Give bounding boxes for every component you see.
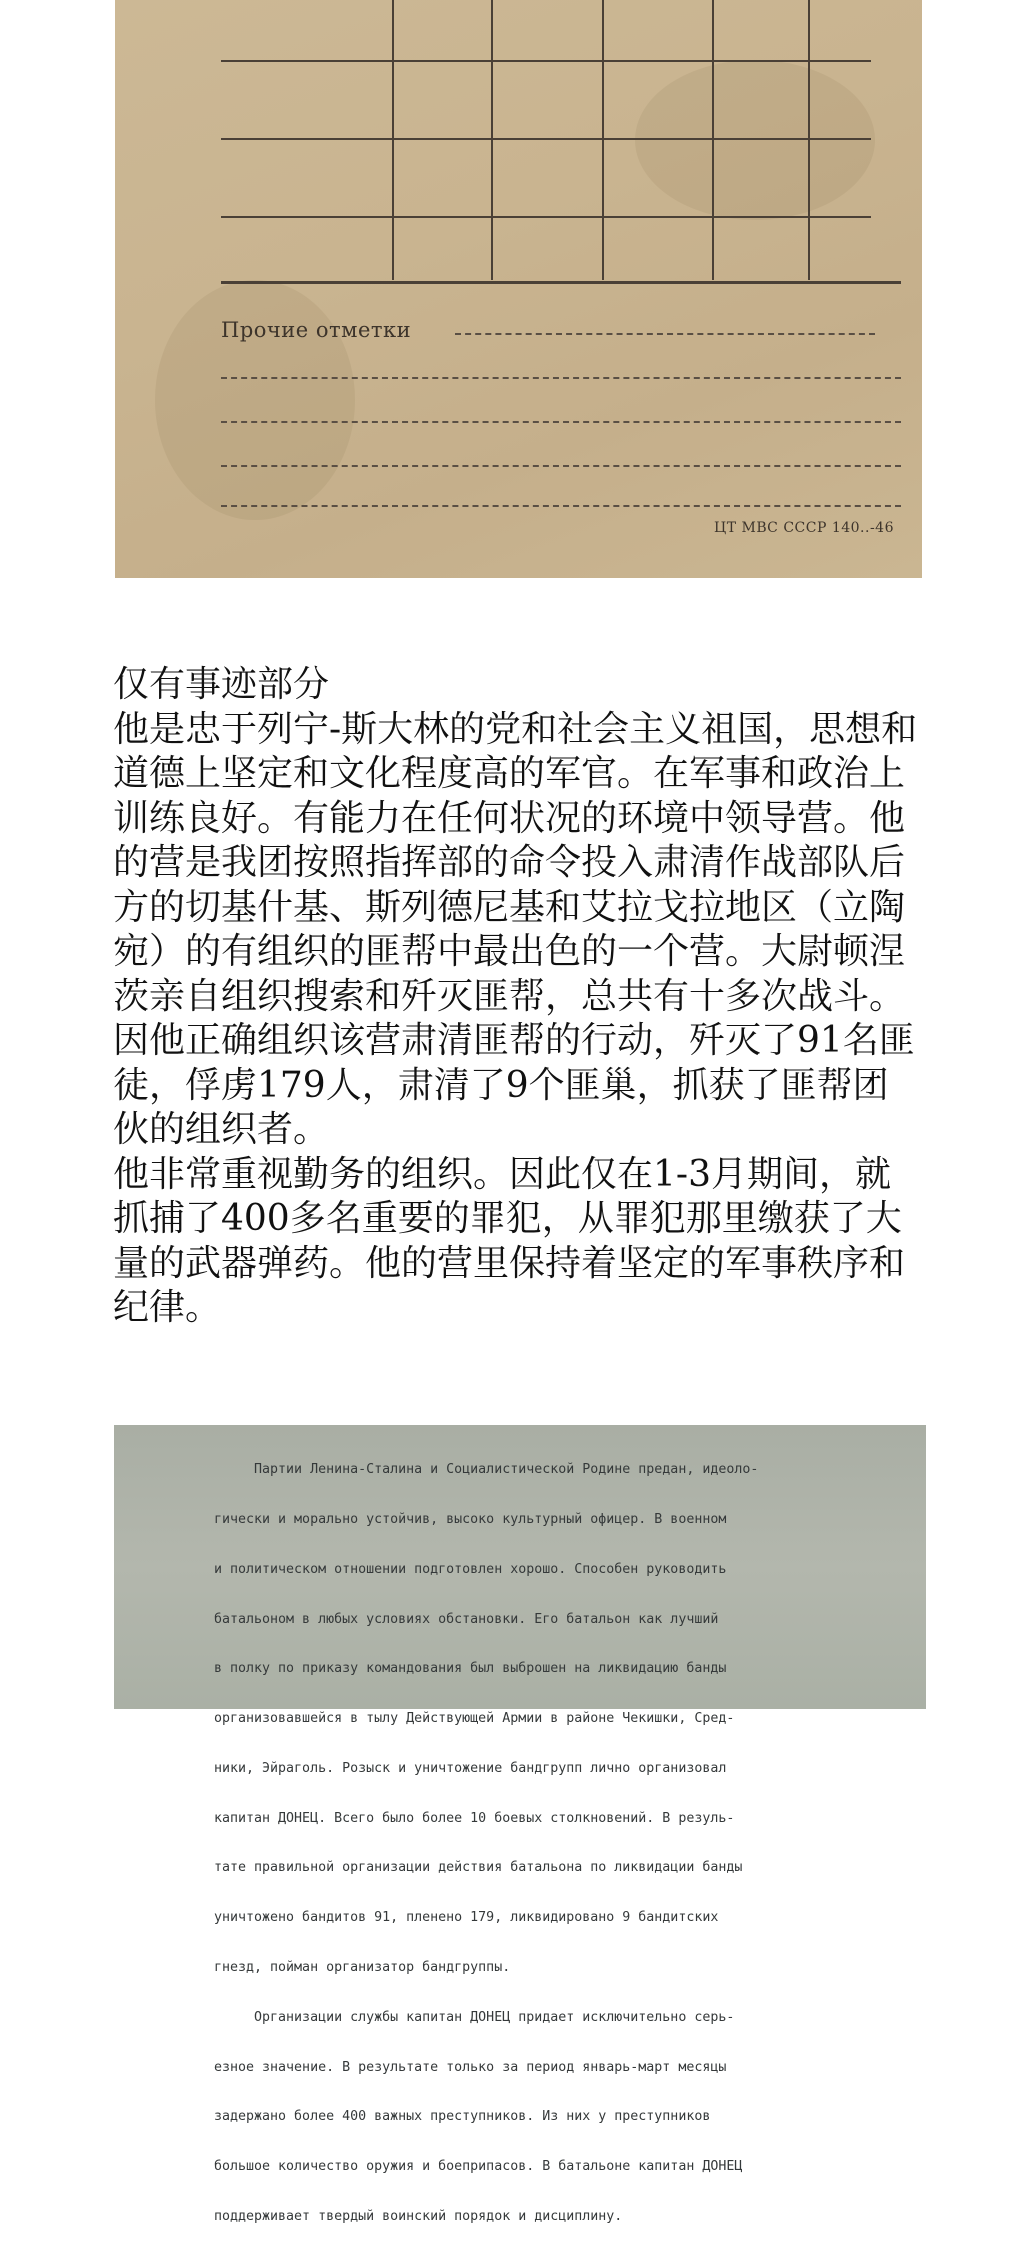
typed-line: Партии Ленина-Сталина и Социалистической Родине предан, идеоло- bbox=[214, 1462, 759, 1478]
translation-heading: 仅有事迹部分 bbox=[113, 664, 330, 705]
typed-line: поддерживает твердый воинский порядок и дисциплину. bbox=[214, 2208, 623, 2224]
translation-paragraph: 他是忠于列宁-斯大林的党和社会主义祖国，思想和道德上坚定和文化程度高的军官。在军事和政治上训练良好。有能力在任何状况的环境中领导营。他的营是我团按照指挥部的命令投入肃清作战部队后方的切基什基、斯列德尼基和艾拉戈拉地区（立陶宛）的有组织的匪帮中最出色的一个营。大尉顿涅茨亲自组织搜索和歼灭匪帮，总共有十多次战斗。因他正确组织该营肃清匪帮的行动，歼灭了91名匪徒，俘虏179人，肃清了9个匪巢，抓获了匪帮团伙的组织者。 bbox=[113, 708, 918, 1150]
notes-line bbox=[221, 421, 901, 423]
typed-line: гически и морально устойчив, высоко культурный офицер. В военном bbox=[214, 1511, 727, 1527]
paper-stain bbox=[155, 280, 355, 520]
printer-imprint: ЦТ МВС СССР 140..-46 bbox=[714, 520, 894, 536]
typed-line: батальоном в любых условиях обстановки. Его батальон как лучший bbox=[214, 1611, 719, 1627]
typed-line: уничтожено бандитов 91, пленено 179, ликвидировано 9 бандитских bbox=[214, 1910, 719, 1926]
scanned-form-card bbox=[115, 0, 922, 578]
typed-text bbox=[214, 1429, 904, 2259]
typed-line: и политическом отношении подготовлен хорошо. Способен руководить bbox=[214, 1561, 727, 1577]
typed-line: капитан ДОНЕЦ. Всего было более 10 боевых столкновений. В резуль- bbox=[214, 1810, 735, 1826]
typed-line: в полку по приказу командования был выброшен на ликвидацию банды bbox=[214, 1661, 727, 1677]
typewritten-document-scan bbox=[114, 1425, 926, 2224]
typed-line: Организации службы капитан ДОНЕЦ придает исключительно серь- bbox=[214, 2009, 735, 2025]
typed-line: организовавшейся в тылу Действующей Армии в районе Чекишки, Сред- bbox=[214, 1711, 735, 1727]
notes-line bbox=[221, 377, 901, 379]
notes-line bbox=[455, 333, 875, 335]
translation-block bbox=[113, 663, 933, 1331]
notes-line bbox=[221, 465, 901, 467]
typed-line: тате правильной организации действия батальона по ликвидации банды bbox=[214, 1860, 743, 1876]
typed-line: большое количество оружия и боеприпасов. В батальоне капитан ДОНЕЦ bbox=[214, 2159, 743, 2175]
notes-line bbox=[221, 505, 901, 507]
translation-paragraph: 他非常重视勤务的组织。因此仅在1-3月期间，就抓捕了400多名重要的罪犯，从罪犯那里缴获了大量的武器弹药。他的营里保持着坚定的军事秩序和纪律。 bbox=[113, 1153, 906, 1328]
other-notes-label: Прочие отметки bbox=[221, 318, 412, 342]
typed-line: езное значение. В результате только за период январь-март месяцы bbox=[214, 2059, 727, 2075]
typed-line: гнезд, пойман организатор бандгруппы. bbox=[214, 1960, 511, 1975]
typed-line: задержано более 400 важных преступников. Из них у преступников bbox=[214, 2109, 711, 2125]
paper-stain bbox=[635, 60, 875, 220]
typed-line: ники, Эйраголь. Розыск и уничтожение бандгрупп лично организовал bbox=[214, 1760, 727, 1776]
